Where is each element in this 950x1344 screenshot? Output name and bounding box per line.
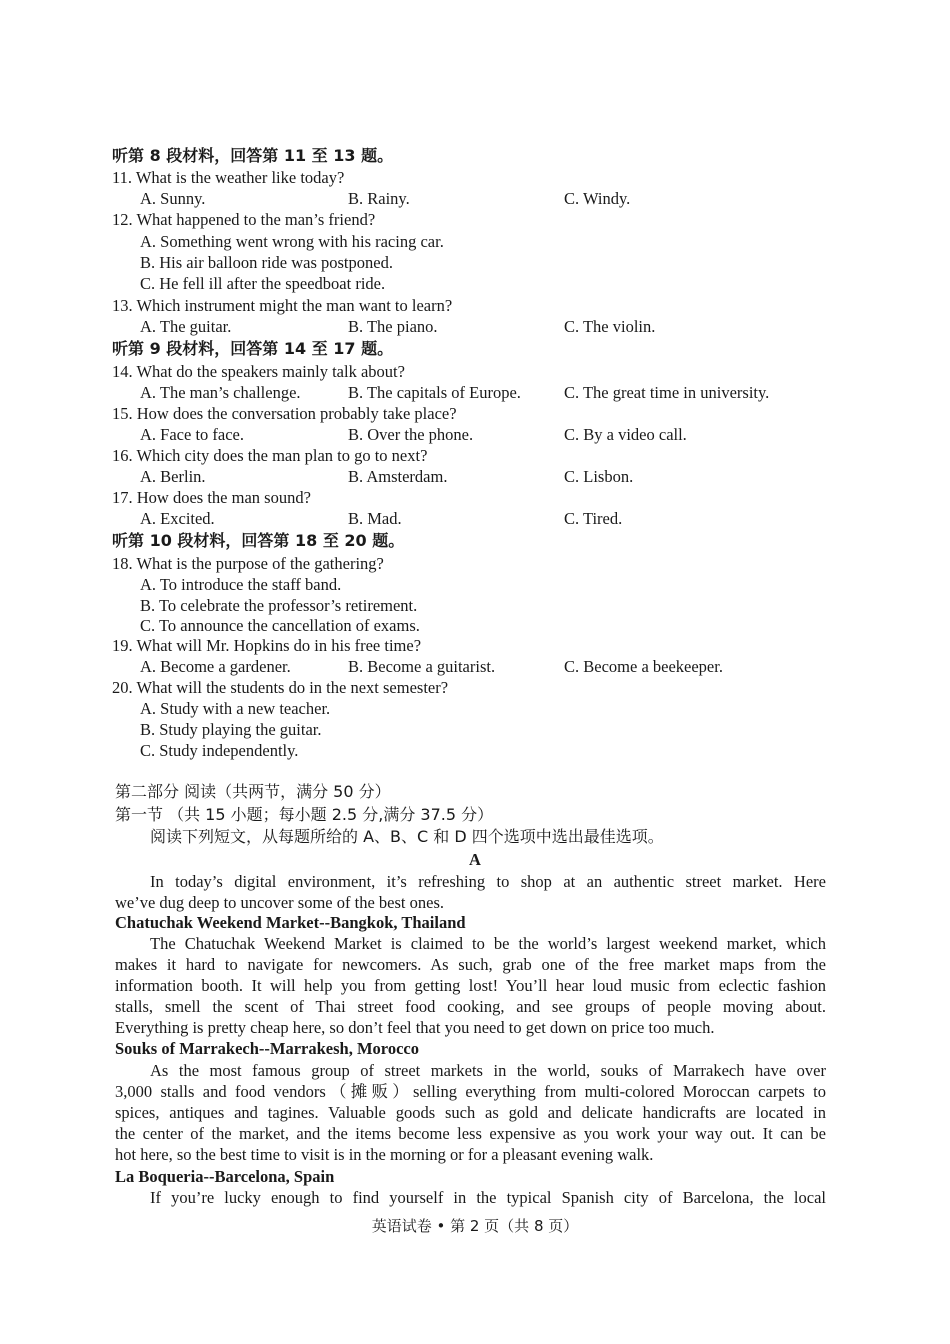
q19-option-a: A. Become a gardener.	[140, 657, 291, 676]
market1-line: The Chatuchak Weekend Market is claimed to be the world’s largest weekend market, which	[150, 934, 826, 953]
section1-title: 第一节 （共 15 小题；每小题 2.5 分,满分 37.5 分）	[115, 805, 494, 824]
q12-stem: 12. What happened to the man’s friend?	[112, 210, 376, 229]
market2-line: hot here, so the best time to visit is in the morning or for a pleasant evening walk.	[115, 1145, 654, 1164]
q20-option-c: C. Study independently.	[140, 741, 299, 760]
q18-option-c: C. To announce the cancellation of exams.	[140, 616, 420, 635]
q11-stem: 11. What is the weather like today?	[112, 168, 345, 187]
group8-heading: 听第 8 段材料，回答第 11 至 13 题。	[112, 146, 394, 165]
q14-option-c: C. The great time in university.	[564, 383, 770, 402]
q17-option-a: A. Excited.	[140, 509, 215, 528]
market1-line: stalls, smell the scent of Thai street food cooking, and see groups of people moving about.	[115, 997, 826, 1016]
market2-line: 3,000 stalls and food vendors（摊贩）selling everything from multi-colored Moroccan carpets to	[115, 1082, 826, 1101]
q14-option-b: B. The capitals of Europe.	[348, 383, 521, 402]
q13-stem: 13. Which instrument might the man want to learn?	[112, 296, 453, 315]
intro-line: we’ve dug deep to uncover some of the best ones.	[115, 893, 444, 912]
q20-option-b: B. Study playing the guitar.	[140, 720, 322, 739]
market2-line: the center of the market, and the items become less expensive as you work your way out. It can be	[115, 1124, 826, 1143]
q16-option-b: B. Amsterdam.	[348, 467, 448, 486]
q12-option-b: B. His air balloon ride was postponed.	[140, 253, 393, 272]
q15-option-a: A. Face to face.	[140, 425, 244, 444]
q18-stem: 18. What is the purpose of the gathering?	[112, 554, 384, 573]
q16-stem: 16. Which city does the man plan to go to next?	[112, 446, 428, 465]
market2-line: As the most famous group of street markets in the world, souks of Marrakech have over	[150, 1061, 826, 1080]
q17-option-c: C. Tired.	[564, 509, 623, 528]
passage-label: A	[469, 850, 481, 869]
q18-option-a: A. To introduce the staff band.	[140, 575, 342, 594]
q13-option-c: C. The violin.	[564, 317, 656, 336]
market1-title: Chatuchak Weekend Market--Bangkok, Thailand	[115, 913, 466, 932]
q13-option-b: B. The piano.	[348, 317, 438, 336]
q15-stem: 15. How does the conversation probably take place?	[112, 404, 457, 423]
q11-option-a: A. Sunny.	[140, 189, 206, 208]
group9-heading: 听第 9 段材料，回答第 14 至 17 题。	[112, 339, 394, 358]
q14-stem: 14. What do the speakers mainly talk about?	[112, 362, 405, 381]
q11-option-c: C. Windy.	[564, 189, 631, 208]
q11-option-b: B. Rainy.	[348, 189, 410, 208]
market3-title: La Boqueria--Barcelona, Spain	[115, 1167, 335, 1186]
q14-option-a: A. The man’s challenge.	[140, 383, 301, 402]
market1-line: makes it hard to navigate for newcomers. As such, grab one of the free market maps from the	[115, 955, 826, 974]
reading-instruction: 阅读下列短文，从每题所给的 A、B、C 和 D 四个选项中选出最佳选项。	[150, 827, 664, 846]
q19-stem: 19. What will Mr. Hopkins do in his free time?	[112, 636, 422, 655]
q16-option-a: A. Berlin.	[140, 467, 206, 486]
q13-option-a: A. The guitar.	[140, 317, 232, 336]
q12-option-c: C. He fell ill after the speedboat ride.	[140, 274, 386, 293]
q15-option-c: C. By a video call.	[564, 425, 687, 444]
market1-line: information booth. It will help you from getting lost! You’ll hear loud music from eclectic fashion	[115, 976, 826, 995]
q18-option-b: B. To celebrate the professor’s retirement.	[140, 596, 418, 615]
q17-stem: 17. How does the man sound?	[112, 488, 311, 507]
q19-option-b: B. Become a guitarist.	[348, 657, 496, 676]
q16-option-c: C. Lisbon.	[564, 467, 634, 486]
q15-option-b: B. Over the phone.	[348, 425, 474, 444]
q19-option-c: C. Become a beekeeper.	[564, 657, 723, 676]
q17-option-b: B. Mad.	[348, 509, 402, 528]
market3-line: If you’re lucky enough to find yourself in the typical Spanish city of Barcelona, the local	[150, 1188, 826, 1207]
q20-stem: 20. What will the students do in the next semester?	[112, 678, 449, 697]
q12-option-a: A. Something went wrong with his racing car.	[140, 232, 444, 251]
page-footer: 英语试卷 • 第 2 页（共 8 页）	[371, 1217, 579, 1235]
q20-option-a: A. Study with a new teacher.	[140, 699, 331, 718]
market2-line: spices, antiques and tagines. Valuable goods such as gold and delicate handicrafts are located in	[115, 1103, 826, 1122]
market1-line: Everything is pretty cheap here, so don’t feel that you need to get down on price too much.	[115, 1018, 715, 1037]
part2-title: 第二部分 阅读（共两节，满分 50 分）	[115, 782, 391, 801]
market2-title: Souks of Marrakech--Marrakesh, Morocco	[115, 1039, 419, 1058]
intro-line: In today’s digital environment, it’s refreshing to shop at an authentic street market. Here	[150, 872, 826, 891]
group10-heading: 听第 10 段材料，回答第 18 至 20 题。	[112, 531, 405, 550]
